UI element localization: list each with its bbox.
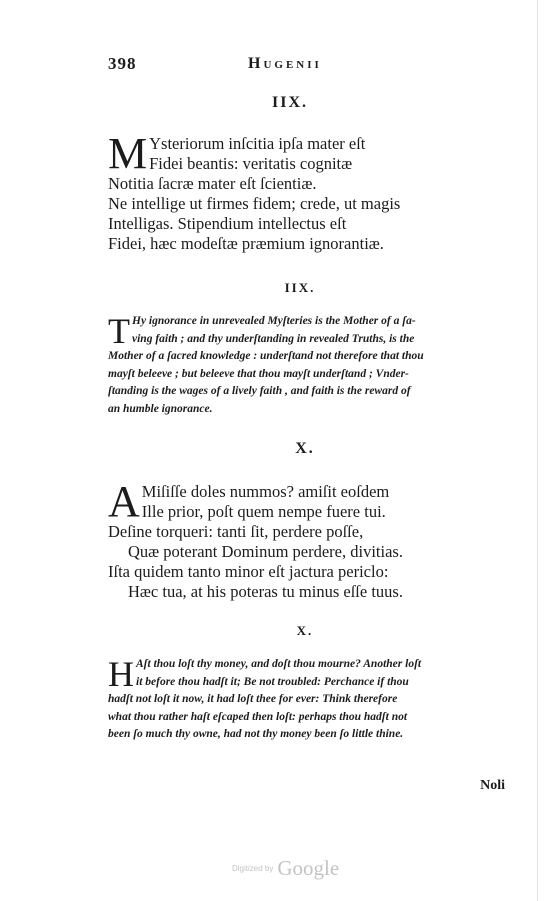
- epigram-number-english-1: IIX.: [284, 280, 316, 295]
- verse-line: Iſta quidem tanto minor eſt jactura periclo:: [108, 562, 389, 581]
- verse-line: Miſiſſe doles nummos? amiſit eoſdem: [141, 482, 390, 501]
- verse-line: Fidei, hæc modeſtæ præmium ignorantiæ.: [108, 234, 384, 253]
- verse-line: Intelligas. Stipendium intellectus eſt: [108, 214, 347, 233]
- verse-line: Fidei beantis: veritatis cognitæ: [149, 154, 353, 173]
- verse-line: Hæc tua, at his poteras tu minus eſſe tuus.: [128, 582, 403, 601]
- prose-line: Aſt thou loſt thy money, and doſt thou mourne? Another loſt: [136, 658, 422, 670]
- english-translation-2: [108, 656, 503, 744]
- drop-cap: H: [108, 654, 134, 694]
- prose-line: Hy ignorance in unrevealed Myſteries is the Mother of a ſa-: [132, 315, 416, 327]
- epigram-number-english-2: X.: [296, 623, 314, 638]
- running-head: Hugenii: [248, 55, 322, 72]
- prose-line: it before thou hadſt it; Be not troubled: Perchance if thou: [136, 675, 409, 688]
- prose-line: ſtanding is the wages of a lively faith , and faith is the reward of: [108, 385, 411, 397]
- prose-line: mayſt beleeve ; but beleeve that thou mayſt underſtand ; Vnder-: [108, 367, 409, 380]
- latin-epigram-1: [108, 129, 488, 254]
- verse-line: Notitia ſacræ mater eſt ſcientiæ.: [108, 174, 317, 193]
- english-translation-1: [108, 313, 503, 418]
- drop-cap: A: [108, 477, 140, 526]
- drop-cap: M: [108, 129, 148, 178]
- latin-epigram-2: [108, 477, 488, 602]
- drop-cap: T: [108, 311, 130, 351]
- prose-line: ving faith ; and thy underſtanding in revealed Truths, is the: [132, 332, 415, 345]
- epigram-number-latin-1: IIX.: [271, 94, 308, 111]
- verse-line: Ysteriorum inſcitia ipſa mater eſt: [149, 134, 366, 153]
- prose-line: Mother of a ſacred knowledge : underſtand not therefore that thou: [108, 350, 424, 362]
- page-edge-line: [537, 0, 538, 901]
- prose-line: an humble ignorance.: [108, 402, 213, 415]
- verse-line: Ne intellige ut firmes fidem; crede, ut magis: [108, 194, 401, 213]
- verse-line: Quæ poterant Dominum perdere, divitias.: [128, 542, 403, 561]
- page-header: [108, 54, 508, 80]
- page-number: 398: [108, 54, 137, 73]
- verse-line: Deſine torqueri: tanti ſit, perdere poſſe,: [108, 522, 364, 541]
- digitization-watermark: [232, 856, 339, 881]
- watermark-prefix: Digitized by: [232, 864, 274, 873]
- prose-line: been ſo much thy owne, had not thy money been ſo little thine.: [108, 728, 404, 740]
- epigram-number-latin-2: X.: [295, 440, 315, 457]
- catchword: Noli: [480, 778, 505, 793]
- watermark-logo: Google: [277, 856, 340, 880]
- verse-line: Ille prior, poſt quem nempe fuere tui.: [141, 502, 386, 521]
- prose-line: hadſt not loſt it now, it had loſt thee for ever: Think therefore: [108, 693, 398, 705]
- prose-line: what thou rather haſt eſcaped then loſt: perhaps thou hadſt not: [108, 710, 408, 723]
